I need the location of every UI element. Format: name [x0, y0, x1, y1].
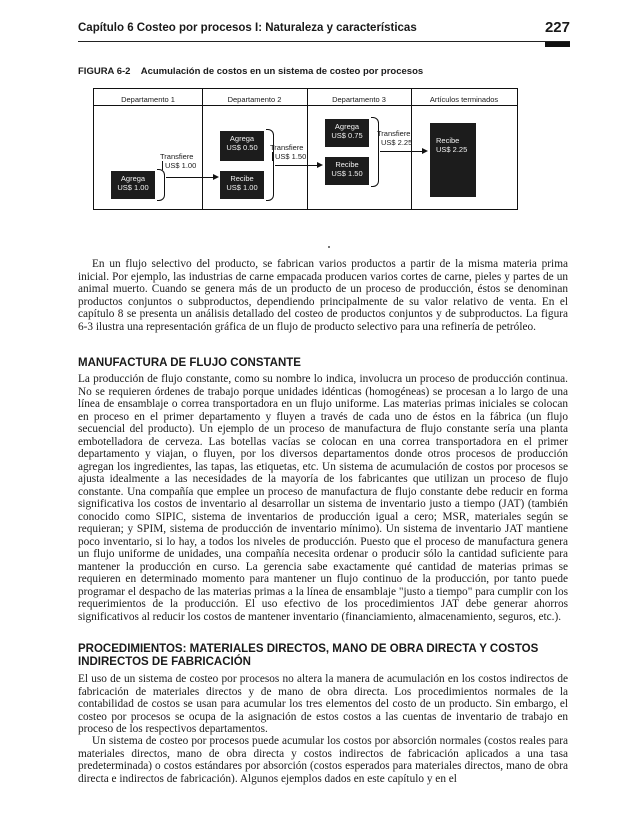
chapter-label: Capítulo 6 Costeo por procesos I: Naturaleza y características — [78, 22, 417, 34]
figure-number: FIGURA 6-2 — [78, 66, 131, 77]
header-rule — [78, 41, 570, 42]
paragraph-procedures: El uso de un sistema de costeo por procesos no altera la manera de acumulación en los costos indirectos de fabricación de materiales directos y de mano de obra directa. Los procedimientos normales de la contabilidad de costos se usan para acumular los tres elementos del costo de un producto. Sin embargo, el costeo por procesos se ocupa de la asignación de estos costos a las cuentas de inventario de trabajo en proceso de los respectivos departamentos. — [78, 673, 568, 735]
dept-divider — [202, 89, 203, 209]
finished-receive-label: Recibe — [436, 136, 460, 145]
d1-transfer-label: Transfiere — [160, 152, 194, 161]
finished-receive-amount: US$ 2.25 — [436, 145, 468, 154]
d1-transfer-amount: US$ 1.00 — [162, 161, 196, 170]
header-row-rule — [94, 105, 517, 106]
d2-bracket — [266, 129, 274, 201]
d3-bracket — [371, 117, 379, 187]
dept-3-header: Departamento 3 — [332, 95, 386, 104]
d2-receive-amount: US$ 1.00 — [226, 183, 258, 192]
d3-add-label: Agrega — [334, 122, 360, 131]
dept-2-header: Departamento 2 — [227, 95, 282, 104]
d2-add-amount: US$ 0.50 — [226, 143, 258, 152]
finished-goods-header: Artículos terminados — [429, 95, 499, 104]
section-heading-constant-flow: MANUFACTURA DE FLUJO CONSTANTE — [78, 357, 301, 369]
d3-receive-box — [325, 157, 369, 185]
dept-divider — [411, 89, 412, 209]
figure-title: Acumulación de costos en un sistema de costeo por procesos — [140, 66, 424, 77]
stray-mark — [328, 246, 330, 248]
d1-add-label: Agrega — [120, 174, 146, 183]
header-tab-marker — [545, 42, 570, 47]
d3-transfer-arrow — [380, 151, 423, 152]
paragraph-absorption-costs: Un sistema de costeo por procesos puede acumular los costos por absorción normales (costos reales para materiales directos, mano de obra directa y costos indirectos de fabricación aplicados a una tasa predeterminada) o costos estándares por absorción (costos esperados para materiales directos, mano de obra directa e indirectos de fabricación). Algunos ejemplos dados en este capítulo y en el — [78, 735, 568, 785]
arrow-head — [317, 162, 323, 168]
cost-flow-diagram — [93, 88, 518, 210]
running-head — [78, 19, 570, 36]
d2-transfer-amount: US$ 1.50 — [272, 152, 306, 161]
dept-1-header: Departamento 1 — [121, 95, 175, 104]
d2-receive-label: Recibe — [230, 174, 254, 183]
d3-transfer-label: Transfiere — [377, 129, 411, 138]
paragraph-selective-flow: En un flujo selectivo del producto, se fabrican varios productos a partir de la misma materia prima inicial. Por ejemplo, las industrias de carne empacada producen varios cortes de carne, pieles y partes de un animal muerto. Cuando se genera más de un producto de un proceso de producción, éstos se denominan productos conjuntos o subproductos, dependiendo principalmente de su valor relativo de venta. En el capítulo 8 se presenta un análisis detallado del costeo de productos conjuntos y de subproductos. La figura 6-3 ilustra una representación gráfica de un flujo de producto selectivo para una refinería de petróleo. — [78, 258, 568, 333]
d3-add-box — [325, 119, 369, 147]
d3-transfer-amount: US$ 2.25 — [378, 138, 412, 147]
finished-receive-box — [430, 123, 476, 197]
d1-add-box — [111, 171, 155, 199]
d1-transfer-arrow — [166, 177, 214, 178]
page-number: 227 — [544, 19, 570, 36]
section-heading-procedures: PROCEDIMIENTOS: MATERIALES DIRECTOS, MANO DE OBRA DIRECTA Y COSTOS INDIRECTOS DE FABRICACIÓN — [78, 643, 539, 668]
figure-caption — [78, 66, 423, 77]
arrow-head — [422, 148, 428, 154]
d2-transfer-arrow — [275, 165, 318, 166]
dept-divider — [307, 89, 308, 209]
d1-add-amount: US$ 1.00 — [117, 183, 149, 192]
d2-receive-box — [220, 171, 264, 199]
d1-bracket — [157, 169, 165, 201]
arrow-head — [213, 174, 219, 180]
d3-add-amount: US$ 0.75 — [331, 131, 363, 140]
d3-receive-amount: US$ 1.50 — [331, 169, 363, 178]
paragraph-constant-flow: La producción de flujo constante, como su nombre lo indica, involucra un proceso de producción continua. No se requieren órdenes de trabajo porque unidades idénticas (homogéneas) se procesan a lo largo de una línea de ensamblaje o correa transportadora en un flujo uniforme. Las materias primas iniciales se colocan en proceso en el primer departamento y fluyen a través de cada uno de éstos en la fábrica (un flujo secuencial del producto). Un ejemplo de un proceso de manufactura de flujo constante sería una planta embotelladora de cerveza. Las botellas vacías se colocan en una correa transportadora en el primer departamento y viajan, o fluyen, por los diversos departamentos donde otros procesos de producción agregan los ingredientes, las tapas, las etiquetas, etc. Un sistema de acumulación de costos por procesos se ajusta idealmente a las necesidades de la mayoría de los fabricantes que utilizan un proceso de flujo constante. Una compañía que emplee un proceso de manufactura de flujo constante debe reducir en forma significativa los costos de inventario al desarrollar un sistema de inventario justo a tiempo (JAT) (también conocido como SIPIC, sistema de inventarios de producción igual a cero; MSR, materiales según se requieran; y SPIM, sistema de producción de inventario mínimo). Un sistema de inventario JAT mantiene poco inventario, si lo hay, a todos los niveles de producción. Puesto que el proceso de manufactura genera un flujo uniforme de unidades, una compañía necesita ordenar o producir sólo la cantidad suficiente para mantener la producción en curso. La gerencia sabe exactamente qué cantidad de materias primas se requieren en determinado momento para mantener un flujo continuo de la producción, por tanto puede programar el despacho de las materias primas a la línea de ensamblaje "justo a tiempo" para cumplir con los requerimientos de la producción. El uso efectivo de los procedimientos JAT debe generar ahorros significativos al reducir los costos de mantener inventario (financiamiento, almacenamiento, seguros, etc.). — [78, 373, 568, 623]
d2-transfer-label: Transfiere — [270, 143, 304, 152]
d2-add-label: Agrega — [229, 134, 255, 143]
d3-receive-label: Recibe — [335, 160, 359, 169]
d2-add-box — [220, 131, 264, 161]
